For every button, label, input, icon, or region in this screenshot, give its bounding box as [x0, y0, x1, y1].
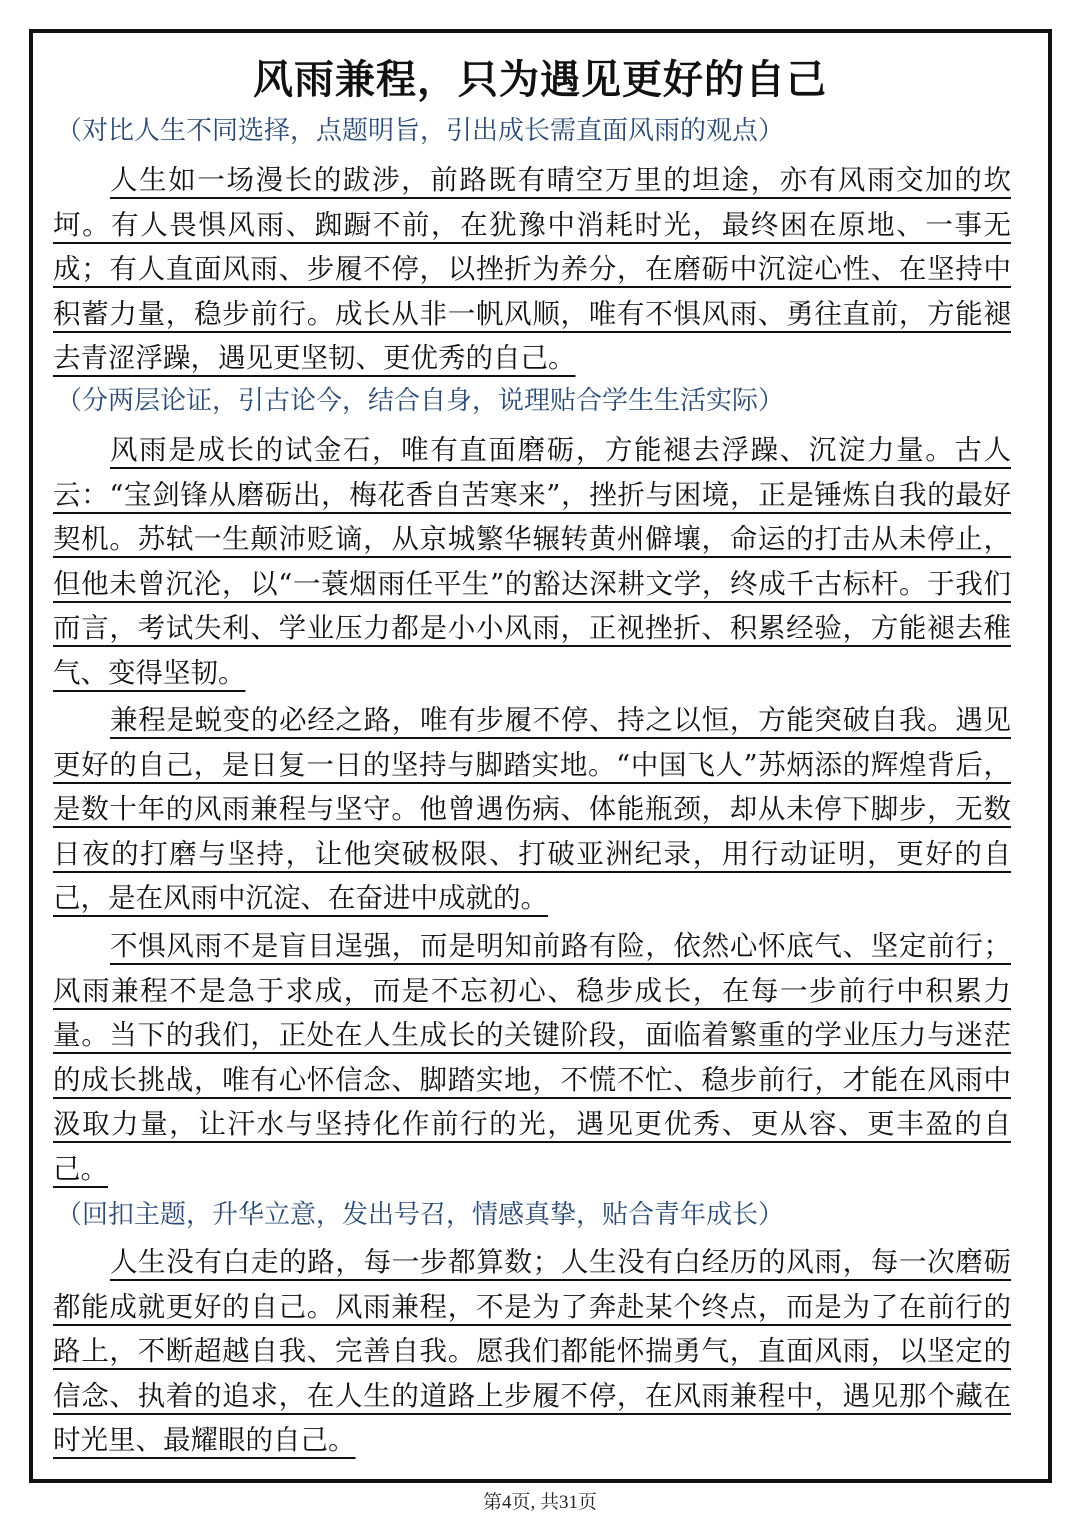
section-note-intro: （对比人生不同选择，点题明旨，引出成长需直面风雨的观点） [56, 116, 785, 146]
section-note-conclusion: （回扣主题，升华立意，发出号召，情感真挚，贴合青年成长） [56, 1200, 785, 1230]
section-note-body: （分两层论证，引古论今，结合自身，说理贴合学生生活实际） [56, 386, 785, 416]
paragraph-intro [53, 158, 1011, 381]
paragraph-body-1-text: 风雨是成长的试金石，唯有直面磨砺，方能褪去浮躁、沉淀力量。古人云：“宝剑锋从磨砺出，梅花香自苦寒来”，挫折与困境，正是锤炼自我的最好契机。苏轼一生颠沛贬谪，从京城繁华辗转黄州僻壤，命运的打击从未停止，但他未曾沉沦，以“一蓑烟雨任平生”的豁达深耕文学，终成千古标杆。于我们而言，考试失利、学业压力都是小小风雨，正视挫折、积累经验，方能褪去稚气、变得坚韧。 [53, 434, 1011, 689]
paragraph-conclusion [53, 1240, 1011, 1463]
paragraph-body-1 [53, 428, 1011, 695]
paragraph-conclusion-text: 人生没有白走的路，每一步都算数；人生没有白经历的风雨，每一次磨砺都能成就更好的自己。风雨兼程，不是为了奔赴某个终点，而是为了在前行的路上，不断超越自我、完善自我。愿我们都能怀揣勇气，直面风雨，以坚定的信念、执着的追求，在人生的道路上步履不停，在风雨兼程中，遇见那个藏在时光里、最耀眼的自己。 [53, 1246, 1011, 1456]
paragraph-body-2 [53, 698, 1011, 921]
paragraph-body-3-text: 不惧风雨不是盲目逞强，而是明知前路有险，依然心怀底气、坚定前行；风雨兼程不是急于求成，而是不忘初心、稳步成长，在每一步前行中积累力量。当下的我们，正处在人生成长的关键阶段，面临着繁重的学业压力与迷茫的成长挑战，唯有心怀信念、脚踏实地，不慌不忙、稳步前行，才能在风雨中汲取力量，让汗水与坚持化作前行的光，遇见更优秀、更从容、更丰盈的自己。 [53, 930, 1011, 1185]
paragraph-body-2-text: 兼程是蜕变的必经之路，唯有步履不停、持之以恒，方能突破自我。遇见更好的自己，是日复一日的坚持与脚踏实地。“中国飞人”苏炳添的辉煌背后，是数十年的风雨兼程与坚守。他曾遇伤病、体能瓶颈，却从未停下脚步，无数日夜的打磨与坚持，让他突破极限、打破亚洲纪录，用行动证明，更好的自己，是在风雨中沉淀、在奋进中成就的。 [53, 704, 1011, 914]
paragraph-body-3 [53, 924, 1011, 1191]
paragraph-intro-text: 人生如一场漫长的跋涉，前路既有晴空万里的坦途，亦有风雨交加的坎坷。有人畏惧风雨、踟蹰不前，在犹豫中消耗时光，最终困在原地、一事无成；有人直面风雨、步履不停，以挫折为养分，在磨砺中沉淀心性、在坚持中积蓄力量，稳步前行。成长从非一帆风顺，唯有不惧风雨、勇往直前，方能褪去青涩浮躁，遇见更坚韧、更优秀的自己。 [53, 164, 1011, 374]
essay-title: 风雨兼程，只为遇见更好的自己 [253, 57, 827, 103]
page-number: 第4页, 共31页 [482, 1492, 597, 1513]
